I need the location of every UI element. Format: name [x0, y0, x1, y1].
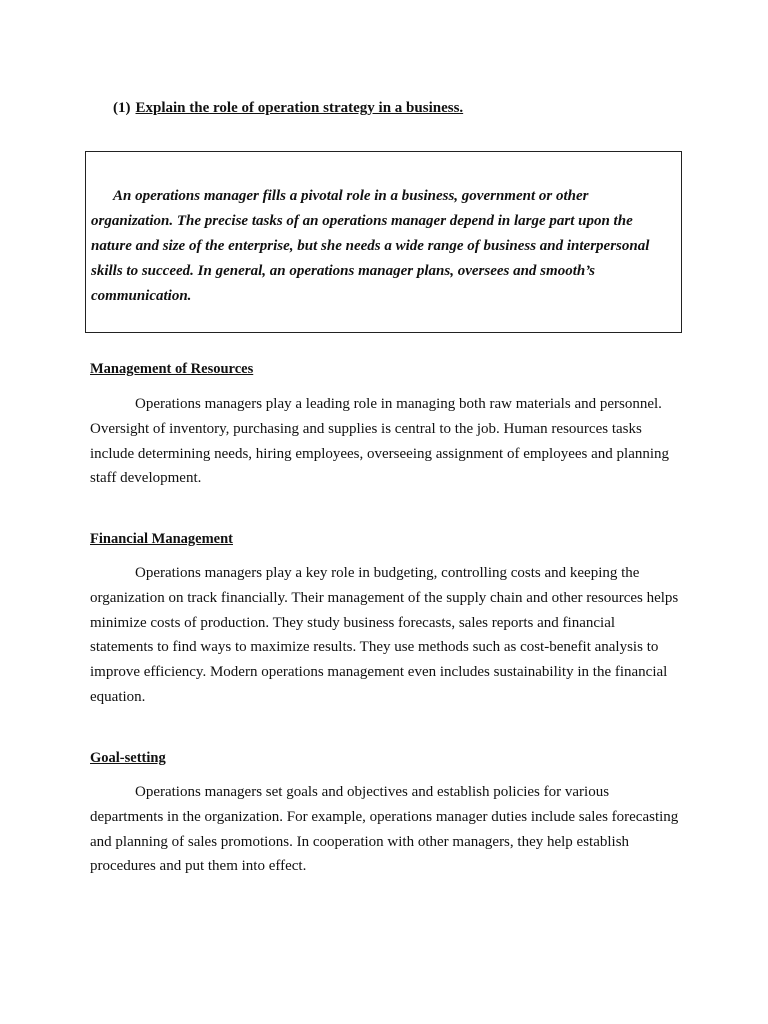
section-heading-management-of-resources: Management of Resources	[90, 361, 254, 377]
question-text: Explain the role of operation strategy in a business.	[135, 100, 464, 116]
section-body-financial-management: Operations managers play a key role in budgeting, controlling costs and keeping the organization on track financially. Their management of the supply chain and other resources helps minimize costs of production. They study business forecasts, sales reports and financial statements to find ways to maximize results. They use methods such as cost-benefit analysis to improve efficiency. Modern operations management even includes sustainability in the financial equation.	[90, 565, 679, 705]
question-heading	[113, 100, 463, 117]
question-number: (1)	[113, 100, 131, 116]
answer-summary-text: An operations manager fills a pivotal role in a business, government or other organization. The precise tasks of an operations manager depend in large part upon the nature and size of the enterprise, but she needs a wide range of business and interpersonal skills to succeed. In general, an operations manager plans, oversees and smooth’s communication.	[91, 188, 650, 304]
section-heading-financial-management: Financial Management	[90, 531, 233, 547]
section-body-goal-setting: Operations managers set goals and objectives and establish policies for various departments in the organization. For example, operations manager duties include sales forecasting and planning of sales promotions. In cooperation with other managers, they help establish procedures and put them into effect.	[90, 784, 679, 875]
section-body-management-of-resources: Operations managers play a leading role in managing both raw materials and personnel. Oversight of inventory, purchasing and supplies is central to the job. Human resources tasks include determining needs, hiring employees, overseeing assignment of employees and planning staff development.	[90, 396, 670, 487]
section-heading-goal-setting: Goal-setting	[90, 750, 166, 766]
answer-summary-box	[85, 151, 682, 333]
